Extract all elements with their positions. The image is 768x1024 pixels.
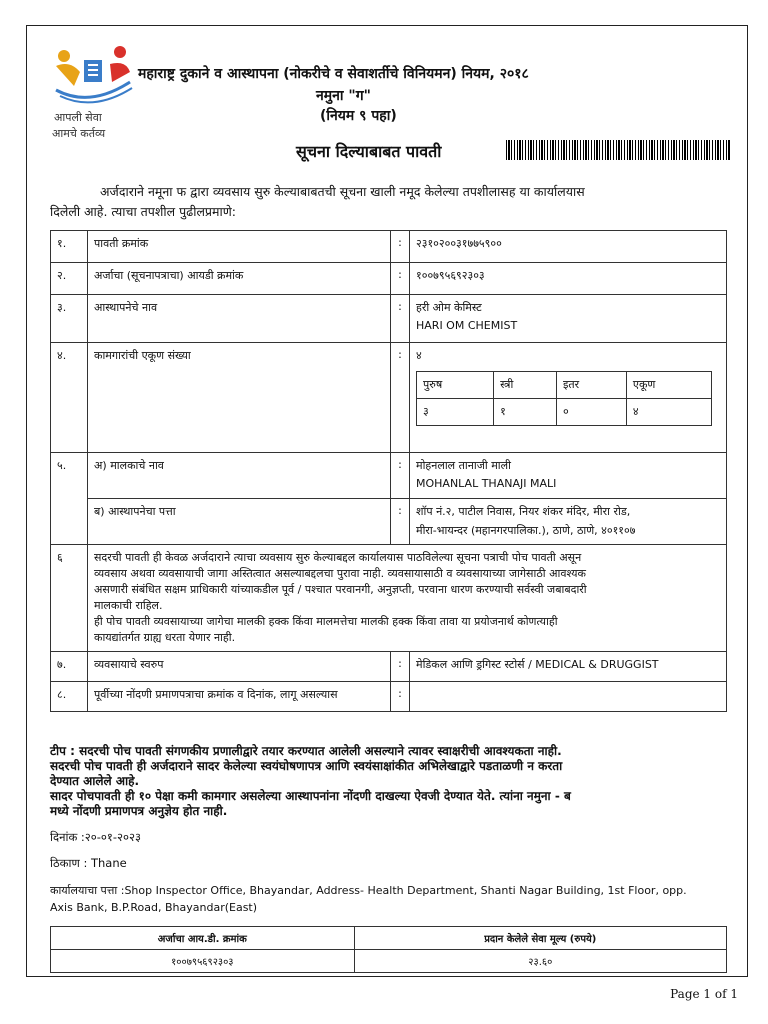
disclaimer-line: ही पोच पावती व्यवसायाच्या जागेचा मालकी हक्क किंवा मालमत्तेचा मालकी हक्क किंवा तावा या प्रयोजनार्थ कोणत्याही — [94, 615, 558, 628]
note-section — [50, 744, 750, 819]
row-label: अर्जाचा (सूचनापत्राचा) आयडी क्रमांक — [88, 263, 391, 295]
address-value — [410, 499, 727, 545]
table-row — [417, 372, 712, 399]
previous-registration-value — [410, 682, 727, 712]
worker-header-female: स्त्री — [494, 372, 557, 399]
row-label: आस्थापनेचे नाव — [88, 295, 391, 343]
table-row — [51, 343, 727, 453]
application-id-value: १००७९५६९२३०३ — [410, 263, 727, 295]
colon: : — [391, 453, 410, 499]
details-table — [50, 230, 727, 712]
disclaimer-line: असणारी संबंधित सक्षम प्राधिकारी यांच्याकडील पूर्व / पश्चात परवानगी, अनुज्ञप्ती, परवाना धारण करण्याची सर्वस्वी जबाबदारी — [94, 583, 587, 596]
disclaimer-line: मालकाची राहिल. — [94, 599, 163, 612]
disclaimer-text — [88, 545, 727, 652]
row-label: व्यवसायाचे स्वरुप — [88, 652, 391, 682]
owner-name-value — [410, 453, 727, 499]
row-number: ७. — [51, 652, 88, 682]
disclaimer-line: सदरची पावती ही केवळ अर्जदाराने त्याचा व्यवसाय सुरु केल्याबद्दल कार्यालयास पाठविलेल्या सूचना पत्राची पोच पावती असून — [94, 551, 582, 564]
worker-count-female: १ — [494, 399, 557, 426]
receipt-number-value: २३१०२००३१७७५९०० — [410, 231, 727, 263]
fee-table — [50, 926, 727, 973]
note-line: सादर पोचपावती ही १० पेक्षा कमी कामगार असलेल्या आस्थापनांना नोंदणी दाखल्या ऐवजी देण्यात येते. त्यांना नमुना - ब — [50, 789, 571, 803]
worker-header-other: इतर — [556, 372, 626, 399]
office-address-line: Axis Bank, B.P.Road, Bhayandar(East) — [50, 901, 258, 914]
colon: : — [391, 652, 410, 682]
table-row — [51, 652, 727, 682]
logo-emblem-icon — [50, 42, 136, 108]
worker-total-value: ४ — [416, 349, 422, 362]
intro-paragraph — [50, 182, 740, 222]
table-row — [51, 545, 727, 652]
fee-header-application-id: अर्जाचा आय.डी. क्रमांक — [51, 927, 355, 950]
row-number: १. — [51, 231, 88, 263]
worker-count-cell — [410, 343, 727, 453]
fee-application-id: १००७९५६९२३०३ — [51, 950, 355, 973]
disclaimer-line: कायद्यांतर्गत ग्राह्य धरता येणार नाही. — [94, 631, 236, 644]
establishment-name-value — [410, 295, 727, 343]
address-line: शॉप नं.२, पाटील निवास, नियर शंकर मंदिर, मीरा रोड, — [416, 505, 631, 518]
row-label: पूर्वीच्या नोंदणी प्रमाणपत्राचा क्रमांक व दिनांक, लागू असल्यास — [88, 682, 391, 712]
office-address-line: कार्यालयाचा पत्ता :Shop Inspector Office, Bhayandar, Address- Health Department, Shanti Nagar Building, 1st Floor, opp. — [50, 884, 687, 897]
worker-breakdown-table — [416, 371, 712, 426]
table-row — [51, 950, 727, 973]
worker-count-male: ३ — [417, 399, 494, 426]
table-row — [51, 682, 727, 712]
table-row — [51, 927, 727, 950]
fee-header-service-charge: प्रदान केलेले सेवा मूल्य (रुपये) — [354, 927, 726, 950]
row-number: ८. — [51, 682, 88, 712]
owner-name-marathi: मोहनलाल तानाजी माली — [416, 459, 511, 472]
row-number: ५. — [51, 453, 88, 545]
table-row — [51, 499, 727, 545]
logo — [50, 42, 140, 150]
owner-name-english: MOHANLAL THANAJI MALI — [416, 477, 557, 490]
date-line: दिनांक :२०-०१-२०२३ — [50, 830, 141, 844]
logo-tagline-1: आपली सेवा — [54, 111, 102, 124]
colon: : — [391, 343, 410, 453]
note-line: टीप : सदरची पोच पावती संगणकीय प्रणालीद्वारे तयार करण्यात आलेली असल्याने त्यावर स्वाक्षरीची आवश्यकता नाही. — [50, 744, 562, 758]
document-title: महाराष्ट्र दुकाने व आस्थापना (नोकरीचे व सेवाशर्तीचे विनियमन) नियम, २०१८ — [138, 66, 529, 82]
disclaimer-line: व्यवसाय अथवा व्यवसायाची जागा अस्तित्वात असल्याबद्दलचा पुरावा नाही. व्यवसायासाठी व व्यवसायाच्या जागेसाठी आवश्यक — [94, 567, 586, 580]
intro-line: अर्जदाराने नमूना फ द्वारा व्यवसाय सुरु केल्याबाबतची सूचना खाली नमूद केलेल्या तपशीलासह या कार्यालयास — [100, 184, 585, 199]
table-row — [51, 295, 727, 343]
worker-count-other: ० — [556, 399, 626, 426]
row-number: २. — [51, 263, 88, 295]
note-line: देण्यात आलेले आहे. — [50, 774, 140, 788]
establishment-name-marathi: हरी ओम केमिस्ट — [416, 301, 482, 314]
row-label: पावती क्रमांक — [88, 231, 391, 263]
colon: : — [391, 295, 410, 343]
place-line: ठिकाण : Thane — [50, 856, 127, 870]
colon: : — [391, 231, 410, 263]
receipt-subject: सूचना दिल्याबाबत पावती — [296, 142, 442, 161]
table-row — [51, 231, 727, 263]
rule-reference: (नियम ९ पहा) — [320, 108, 397, 124]
row-label: ब) आस्थापनेचा पत्ता — [88, 499, 391, 545]
intro-line: दिलेली आहे. त्याचा तपशील पुढीलप्रमाणे: — [50, 204, 236, 219]
note-line: मध्ये नोंदणी प्रमाणपत्र अनुज्ञेय होत नाही. — [50, 804, 228, 818]
worker-header-male: पुरुष — [417, 372, 494, 399]
barcode-icon — [506, 140, 730, 160]
row-number: ६ — [51, 545, 88, 652]
row-label: कामगारांची एकूण संख्या — [88, 343, 391, 453]
fee-service-charge: २३.६० — [354, 950, 726, 973]
form-name: नमुना "ग" — [316, 88, 371, 104]
row-number: ४. — [51, 343, 88, 453]
logo-tagline-2: आमचे कर्तव्य — [52, 127, 106, 140]
worker-header-total: एकूण — [626, 372, 711, 399]
table-row — [51, 453, 727, 499]
table-row — [51, 263, 727, 295]
business-nature-value: मेडिकल आणि ड्रगिस्ट स्टोर्स / MEDICAL & DRUGGIST — [410, 652, 727, 682]
address-line: मीरा-भायन्दर (महानगरपालिका.), ठाणे, ठाणे, ४०११०७ — [416, 524, 636, 537]
row-label: अ) मालकाचे नाव — [88, 453, 391, 499]
worker-count-total: ४ — [626, 399, 711, 426]
page-number: Page 1 of 1 — [670, 987, 738, 1001]
office-address — [50, 882, 750, 916]
row-number: ३. — [51, 295, 88, 343]
table-row — [417, 399, 712, 426]
colon: : — [391, 499, 410, 545]
colon: : — [391, 682, 410, 712]
establishment-name-english: HARI OM CHEMIST — [416, 319, 518, 332]
colon: : — [391, 263, 410, 295]
note-line: सदरची पोच पावती ही अर्जदाराने सादर केलेल्या स्वयंघोषणापत्र आणि स्वयंसाक्षांकीत अभिलेखाद्वारे पडताळणी न करता — [50, 759, 563, 773]
